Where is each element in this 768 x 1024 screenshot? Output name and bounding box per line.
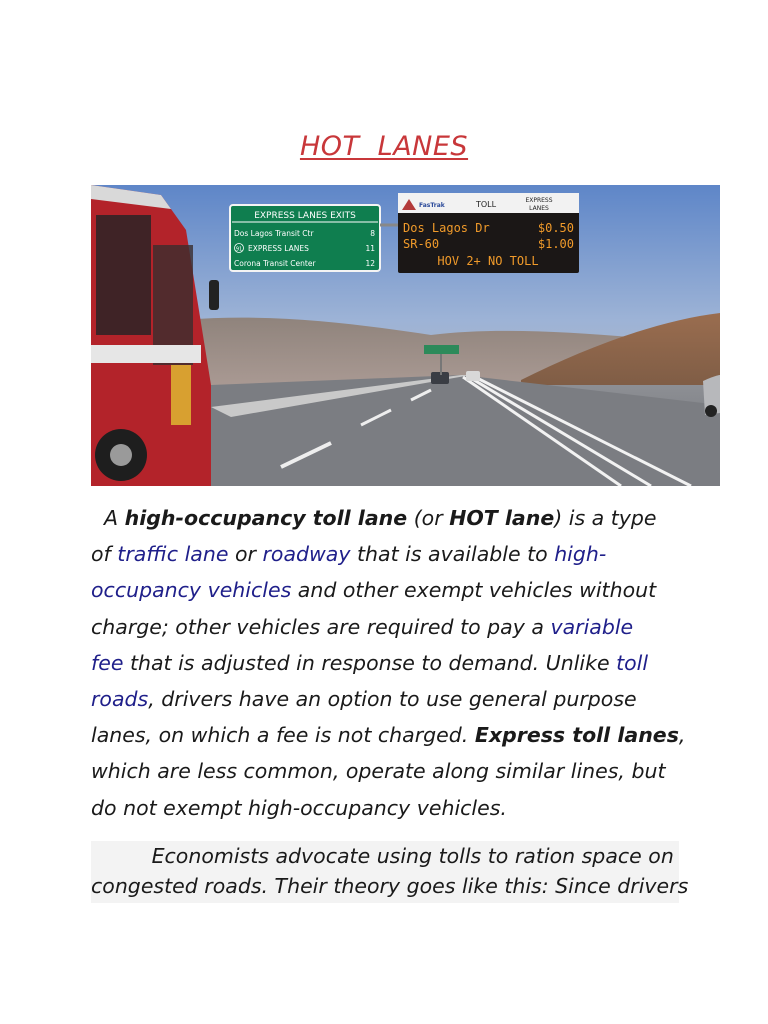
toll-row-2-dest: SR-60 [403, 237, 440, 251]
toll-row-1-price: $0.50 [537, 221, 574, 235]
link-high-occupancy-vehicles-1[interactable]: high- [554, 542, 607, 567]
link-toll-roads-2[interactable]: roads [91, 687, 149, 712]
term-hot-lane: high-occupancy toll lane [124, 506, 408, 530]
highway-photo [91, 185, 720, 486]
exits-row-1-name: Dos Lagos Transit Ctr [234, 229, 314, 238]
toll-price-sign [398, 193, 579, 273]
express-label-2: LANES [529, 205, 549, 212]
exits-row-1-exit: 8 [370, 229, 375, 238]
intro-paragraph: A high-occupancy toll lane (or HOT lane) is a type of traffic lane or roadway that is available to high- occupancy vehicles and other exempt vehicles without charge; other vehicles are required to pay a variable fee that is adjusted in response to demand. Unlike toll roads, drivers have an option to use general purpose lanes, on which a fee is not charged. Express toll lanes, which are less common, operate along similar lines, but do not exempt high-occupancy vehicles. [91, 506, 686, 820]
exits-row-2-exit: 11 [365, 244, 375, 253]
link-roadway[interactable]: roadway [262, 542, 351, 567]
express-lanes-exits-sign [230, 205, 380, 271]
page-title: HOT LANES [299, 131, 469, 162]
exits-row-3-name: Corona Transit Center [234, 259, 316, 268]
exits-sign-heading: EXPRESS LANES EXITS [254, 211, 356, 221]
economists-line-2: congested roads. Their theory goes like this: Since drivers [91, 874, 689, 898]
express-label-1: EXPRESS [525, 197, 553, 204]
link-traffic-lane[interactable]: traffic lane [117, 542, 229, 567]
link-variable-fee-2[interactable]: fee [91, 650, 124, 675]
exits-row-2-shield: 91 [235, 246, 243, 253]
economists-line-1: Economists advocate using tolls to ration space on [151, 844, 674, 868]
link-high-occupancy-vehicles-2[interactable]: occupancy vehicles [91, 578, 292, 603]
toll-row-2-price: $1.00 [537, 237, 574, 251]
bus-mirror [209, 280, 219, 310]
exits-row-3-exit: 12 [365, 259, 375, 268]
term-express-toll-lanes: Express toll lanes [474, 723, 679, 748]
fastrak-brand: FasTrak [419, 202, 445, 209]
toll-row-1-dest: Dos Lagos Dr [403, 221, 490, 235]
exits-row-2-name: EXPRESS LANES [248, 244, 309, 253]
link-variable-fee-1[interactable]: variable [550, 614, 634, 639]
link-toll-roads-1[interactable]: toll [616, 650, 649, 675]
hov-notice: HOV 2+ NO TOLL [437, 254, 539, 268]
economists-paragraph [91, 841, 689, 903]
toll-label: TOLL [476, 200, 497, 209]
